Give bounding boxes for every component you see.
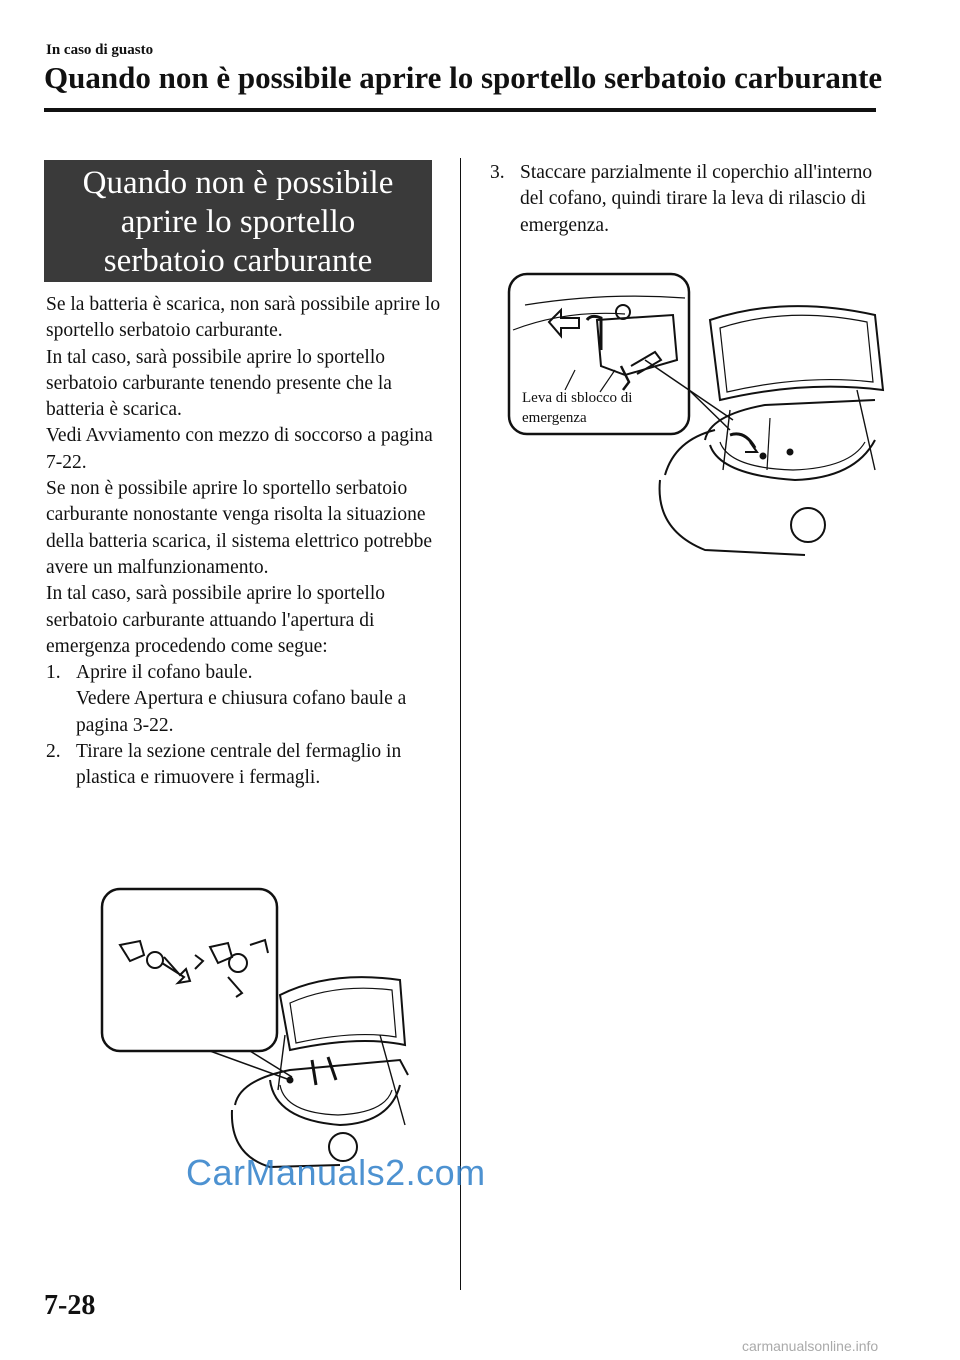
column-divider: [460, 158, 461, 1290]
step-subtext: Vedere Apertura e chiusura cofano baule a pagina 3-22.: [76, 688, 407, 736]
emergency-lever-callout: [522, 388, 632, 428]
step-1: [46, 660, 446, 739]
section-heading-line: Quando non è possibile: [82, 165, 394, 201]
paragraph: Vedi Avviamento con mezzo di soccorso a pagina 7-22.: [46, 425, 433, 473]
step-3: [490, 160, 890, 239]
footer-site: carmanualsonline.info: [742, 1338, 879, 1354]
callout-line: Leva di sblocco di: [522, 390, 633, 406]
paragraph: In tal caso, sarà possibile aprire lo sportello serbatoio carburante tenendo presente che la batteria è scarica.: [46, 346, 392, 421]
page-title: Quando non è possibile aprire lo sportello serbatoio carburante: [44, 60, 883, 95]
header-rule: [44, 108, 876, 112]
section-heading-line: serbatoio carburante: [103, 243, 373, 279]
step-number: 2.: [46, 741, 61, 763]
step-text: Staccare parzialmente il coperchio all'interno del cofano, quindi tirare la leva di rilascio di emergenza.: [520, 162, 873, 236]
callout-line: emergenza: [522, 410, 587, 426]
right-column: [490, 160, 890, 239]
left-column: [46, 292, 446, 792]
paragraph: In tal caso, sarà possibile aprire lo sportello serbatoio carburante attuando l'apertura di emergenza procedendo come segue:: [46, 583, 385, 657]
step-text: Aprire il cofano baule.: [76, 662, 253, 684]
step-2: [46, 739, 446, 792]
paragraph: Se la batteria è scarica, non sarà possibile aprire lo sportello serbatoio carburante.: [46, 294, 441, 342]
chapter-label: In caso di guasto: [46, 42, 154, 58]
trunk-clip-illustration: [100, 885, 410, 1175]
page-number: 7-28: [44, 1290, 96, 1321]
step-number: 3.: [490, 162, 505, 183]
step-number: 1.: [46, 662, 61, 684]
watermark-logo: CarManuals2.com: [186, 1152, 486, 1193]
paragraph: Se non è possibile aprire lo sportello serbatoio carburante nonostante venga risolta la situazione della batteria scarica, il sistema elettrico potrebbe avere un malfunzionamento.: [46, 478, 433, 578]
section-heading-line: aprire lo sportello: [120, 204, 356, 240]
section-heading: [44, 160, 432, 282]
step-text: Tirare la sezione centrale del fermaglio in plastica e rimuovere i fermagli.: [76, 741, 402, 789]
